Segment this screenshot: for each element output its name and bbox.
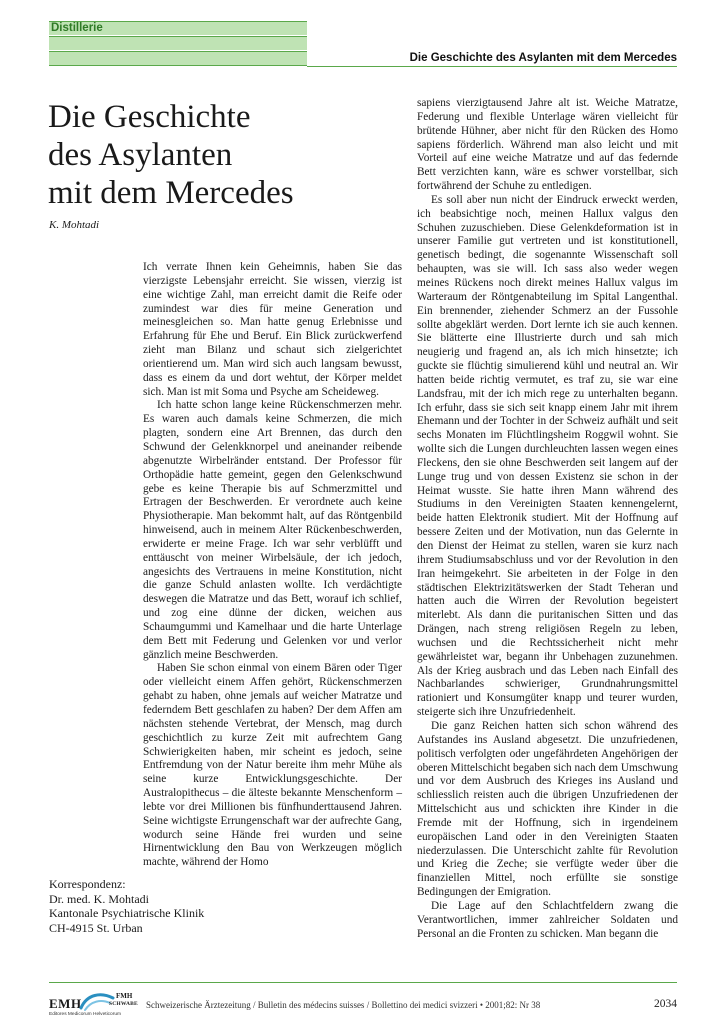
title-line: Die Geschichte <box>48 99 251 135</box>
body-paragraph: Ich hatte schon lange keine Rückenschmerzen mehr. Es waren auch damals keine Schmerzen, die mich plagten, sondern eine Art Brennen, das durch den Schwund der Gelenkknorpel und aneinander reibende abgenutzte Wirbelränder entstand. Der Professor für Orthopädie hatte gemeint, gegen den Gelenkschwund gebe es keine Therapie bis auf Schmerzmittel und Ertragen der Beschwerden. Er verordnete auch keine Physiotherapie. Man bekommt halt, auf das Röntgenbild hinweisend, auch in meinem Alter Rückenbeschwerden, erwiderte er meine Frage. Ich war sehr verblüfft und enttäuscht von meiner Wirbelsäule, der ich jedoch, angesichts des Vertrauens in meine Konstitution, nicht die ganze Schuld anlasten wollte. Ich verdächtigte deswegen die Matratze und das Bett, worauf ich schlief, und zog eine dünne der dicken, weichen aus Schaumgummi und Kamelhaar und die harte Unterlage dem Bett mit Federung und Gelenken vor und verlor gänzlich meine Beschwerden. <box>143 399 402 661</box>
logo-emh-text: EMH <box>49 996 82 1011</box>
header-rule <box>307 66 677 67</box>
body-paragraph: Ich verrate Ihnen kein Geheimnis, haben Sie das vierzigste Lebensjahr erreicht. Sie wissen, vierzig ist eine wichtige Zahl, man erreicht damit die Reife oder zumindest war dies für meine Generation und meinesgleichen so. Man hatte genug Erlebnisse und Erfahrung für Ehe und Beruf. Ein Blick zurückwerfend zieht man Bilanz und schaut sich zielgerichtet orientierend um. Man wird sich auch langsam bewusst, dass es einem da und dort wehtut, der Körper meldet sich. Man ist mit Soma und Psyche am Scheideweg. <box>143 261 402 398</box>
header-band-3 <box>49 51 307 66</box>
correspondence-line: CH-4915 St. Urban <box>49 920 143 935</box>
body-paragraph: Die Lage auf den Schlachtfeldern zwang die Verantwortlichen, immer zahlreicher Soldaten und Personal an die Fronten zu schicken. Man begann die <box>417 899 678 940</box>
footer-rule <box>49 982 677 983</box>
correspondence-block <box>49 877 204 935</box>
correspondence-line: Kantonale Psychiatrische Klinik <box>49 906 205 920</box>
correspondence-line: Dr. med. K. Mohtadi <box>49 891 149 906</box>
running-title: Die Geschichte des Asylanten mit dem Mercedes <box>409 52 677 64</box>
body-paragraph: Die ganz Reichen hatten sich schon während des Aufstandes ins Ausland abgesetzt. Die unzufriedenen, politisch verfolgten oder ungefährdeten Angehörigen der oberen Mittelschicht begaben sich nach dem Umschwung und vor dem Ausbruch des Krieges ins Ausland und schliesslich reisten auch die übrigen Unzufriedenen der Mittelschicht aus und schickten ihre Kinder in die Fremde mit der Hoffnung, sich in irgendeinem europäischen Land oder in den Vereinigten Staaten niederzulassen. Die Unterschicht zahlte für Revolution und Krieg die Zeche; sie verfügte weder über die finanziellen Mittel, noch erfüllte sie sonstige Bedingungen der Emigration. <box>417 719 679 899</box>
section-label: Distillerie <box>51 22 103 34</box>
body-paragraph: Haben Sie schon einmal von einem Bären oder Tiger oder vielleicht einem Affen gehört, Rückenschmerzen gehabt zu haben, ohne jemals auf weicher Matratze und federndem Bett geschlafen zu haben? Der dem Affen am nächsten stehende Vertebrat, der Mensch, mag durch geschichtlich zu kurze Zeit mit aufrechtem Gang Schwierigkeiten haben, mir scheint es jedoch, seine Entfremdung von der Natur bereite ihm mehr Mühe als seine kurze Entwicklungsgeschichte. Der Australopithecus – die älteste bekannte Menschenform – lebte vor drei Millionen bis fünfhunderttausend Jahren. Seine wichtigste Errungenschaft war der aufrechte Gang, wodurch seine Hände frei wurden und seine Hirnentwicklung den Bau von Werkzeugen möglich machte, während der Homo <box>143 662 402 869</box>
logo-subtitle: Editores Medicorum Helveticorum <box>49 1012 121 1017</box>
article-title <box>48 98 348 212</box>
body-paragraph: sapiens vierzigtausend Jahre alt ist. Weiche Matratze, Federung und flexible Unterlage wären vielleicht für brütende Hühner, aber nicht für den Rücken des Homo sapiens förderlich. Während man also leicht und mit Vorteil auf eine weiche Matratze und auf das federnde Bett verzichten kann, wäre es schwer vorstellbar, sich fortwährend der Schuhe zu entledigen. <box>417 97 678 193</box>
header-band-2 <box>49 36 307 50</box>
body-paragraph: Es soll aber nun nicht der Eindruck erweckt werden, ich beabsichtige noch, meinen Hallux valgus den Schuhen zuzuschieben. Diese Gelenkdeformation ist in unserer Familie gut vertreten und ist konstitutionell, genetisch bedingt, die sogenannte Wissenschaft soll behaupten, was sie will. Ich sass also weder wegen meines Rückens noch direkt meines Hallux valgus im Warteraum der Röntgenabteilung im Spital Langenthal. Ein brennender, ziehender Schmerz an der Fussohle sollte abgeklärt werden. Dort lernte ich sie auch kennen. Sie blätterte eine Illustrierte durch und sah mich neugierig und fragend an, als ich mich hinsetzte; ich guckte sie flüchtig simulierend kühl und neutral an. Wir hatten beide richtig vermutet, es traf zu, sie war eine Landsfrau, mit der ich mich rege zu unterhalten begann. Ich erfuhr, dass sie sich seit knapp einem Jahr mit ihrem Ehemann und der Tochter in der Schweiz aufhält und seit sechs Monaten im Flüchtlingsheim Roggwil wohnt. Sie wollte sich die Lungen durchleuchten lassen wegen eines Fleckens, den sie ohne Beschwerden seit langem auf der Lunge trug und von dessen Existenz sie schon in der Heimat wusste. Sie hatte ihren Mann während des Studiums in den Vereinigten Staaten kennengelernt, beide hatten Elektronik studiert. Mit der Hoffnung auf bessere Zeiten und der Motivation, nun das Gelernte in den Dienst der Heimat zu stellen, waren sie kurz nach ihrem Studiumsabschluss und vor der Revolution in den Iran heimgekehrt. Sie arbeiteten in der Folge in den städtischen Elektrizitätswerken der Stadt Teheran und hatten auch die Wirren der Revolution begeistert miterlebt. Als dann die puritanischen Sitten und das Drängen, nach streng religiösen Regeln zu leben, wuchsen und die Rechtssicherheit nicht mehr gewährleistet war, begann ihr Unbehagen zuzunehmen. Als der Krieg ausbrach und das Leben nach Einfall des Nachbarlandes schwieriger, Grundnahrungsmittel rationiert und Konsumgüter knapp und teurer wurden, steigerte sich ihre Unzufriedenheit. <box>417 193 678 719</box>
author-name: K. Mohtadi <box>49 219 100 231</box>
correspondence-heading: Korrespondenz: <box>49 877 126 891</box>
page-number: 2034 <box>654 998 677 1010</box>
logo-schwabe-text: SCHWABE <box>109 1001 138 1007</box>
body-column-right <box>417 97 678 941</box>
title-line: des Asylanten <box>48 137 233 173</box>
publisher-logo <box>49 992 141 1020</box>
footer-journal-citation: Schweizerische Ärztezeitung / Bulletin des médecins suisses / Bollettino dei medici svizzeri • 2001;82: Nr 38 <box>146 1000 541 1010</box>
logo-fmh-text: FMH <box>116 992 133 1000</box>
body-column-left <box>143 261 402 870</box>
title-line: mit dem Mercedes <box>48 175 294 211</box>
